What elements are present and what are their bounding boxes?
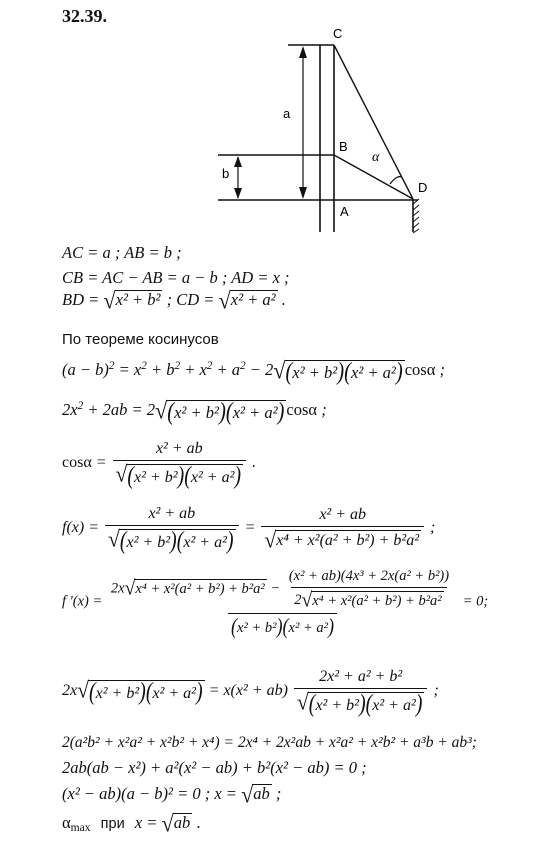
label-a: A <box>340 204 349 219</box>
sqrt-bd: √ x² + b² <box>103 287 161 314</box>
fx-fraction-2: x² + ab √ x⁴ + x²(a² + b²) + b²a² <box>261 506 424 552</box>
equation-9: (x² − ab)(a − b)² = 0 ; x = √ ab ; <box>62 781 282 808</box>
conclusion-line: $\alpha_{max}$ при x = √ ab . <box>62 810 201 837</box>
equation-6: 2x √ (x² + b²)(x² + a²) = x(x² + ab) 2x² + a² + b² √ (x² + b²)(x² + a²) ; <box>62 668 439 718</box>
def-line-3: BD = √ x² + b² ; CD = √ x² + a² . <box>62 287 286 314</box>
theorem-text: По теореме косинусов <box>62 331 219 348</box>
arrow-a-top <box>299 46 307 58</box>
def-line-1: AC = a ; AB = b ; <box>62 243 182 262</box>
sqrt-ab-final: √ ab <box>161 810 191 837</box>
label-dim-a: a <box>283 106 291 121</box>
segment-cd <box>334 45 413 199</box>
label-b: B <box>339 139 348 154</box>
rhs-fraction: 2x² + a² + b² √ (x² + b²)(x² + a²) <box>294 668 428 715</box>
arrow-b-bottom <box>234 188 242 199</box>
geometry-figure <box>0 0 550 240</box>
arrow-a-bottom <box>299 187 307 199</box>
cd-lhs: ; CD = <box>166 289 215 309</box>
inner-fraction: (x² + ab)(4x³ + 2x(a² + b²)) 2 √ x⁴ + x²(a² + b²) + b²a² <box>288 568 450 612</box>
label-dim-b: b <box>222 166 230 181</box>
def-line-2: CB = AC − AB = a − b ; AD = x ; <box>62 268 290 287</box>
equation-7: 2(a²b² + x²a² + x²b² + x⁴) = 2x⁴ + 2x²ab + x²a² + x²b² + a³b + ab³; <box>62 734 477 751</box>
sqrt-product-2: √ (x² + b²)(x² + a²) <box>154 397 285 426</box>
equation-5: f '(x) = 2x √ x⁴ + x²(a² + b²) + b²a² − (x² + ab)(4x³ + 2x(a² + b²)) 2 √ x⁴ + x²(a² + b²) + b²a² (x² + b²)(x² + a²) = 0; <box>62 568 489 639</box>
equation-8: 2ab(ab − x²) + a²(x² − ab) + b²(x² − ab) = 0 ; <box>62 758 367 777</box>
sqrt-product-1: √ (x² + b²)(x² + a²) <box>273 357 403 386</box>
equation-1: $(a - b)^2 = x^2 + b^2 + x^2 + a^2 - 2$ √ (x² + b²)(x² + a²) cosα ; <box>62 357 446 386</box>
hatching <box>413 199 419 233</box>
angle-arc <box>390 177 401 184</box>
fx-fraction-1: x² + ab √ (x² + b²)(x² + a²) <box>105 505 239 552</box>
equation-2: $2x^2 + 2ab = 2$ √ (x² + b²)(x² + a²) cosα ; <box>62 397 327 426</box>
label-alpha: α <box>372 150 380 165</box>
sqrt-ab: √ ab <box>241 781 270 808</box>
problem-number: 32.39. <box>62 6 107 26</box>
derivative-fraction: 2x √ x⁴ + x²(a² + b²) + b²a² − (x² + ab)(4x³ + 2x(a² + b²)) 2 √ x⁴ + x²(a² + b²) + b²a² (x² + b²)(x² + a²) <box>108 568 457 637</box>
label-d: D <box>418 180 428 195</box>
cos-fraction: x² + ab √ (x² + b²)(x² + a²) <box>113 440 247 487</box>
equation-3: cosα = x² + ab √ (x² + b²)(x² + a²) . <box>62 440 257 490</box>
arrow-b-top <box>234 156 242 167</box>
bd-lhs: BD = <box>62 289 100 309</box>
equation-4: f(x) = x² + ab √ (x² + b²)(x² + a²) = x² + ab √ x⁴ + x²(a² + b²) + b²a² ; <box>62 505 436 555</box>
label-c: C <box>333 26 343 41</box>
sqrt-cd: √ x² + a² <box>218 287 276 314</box>
